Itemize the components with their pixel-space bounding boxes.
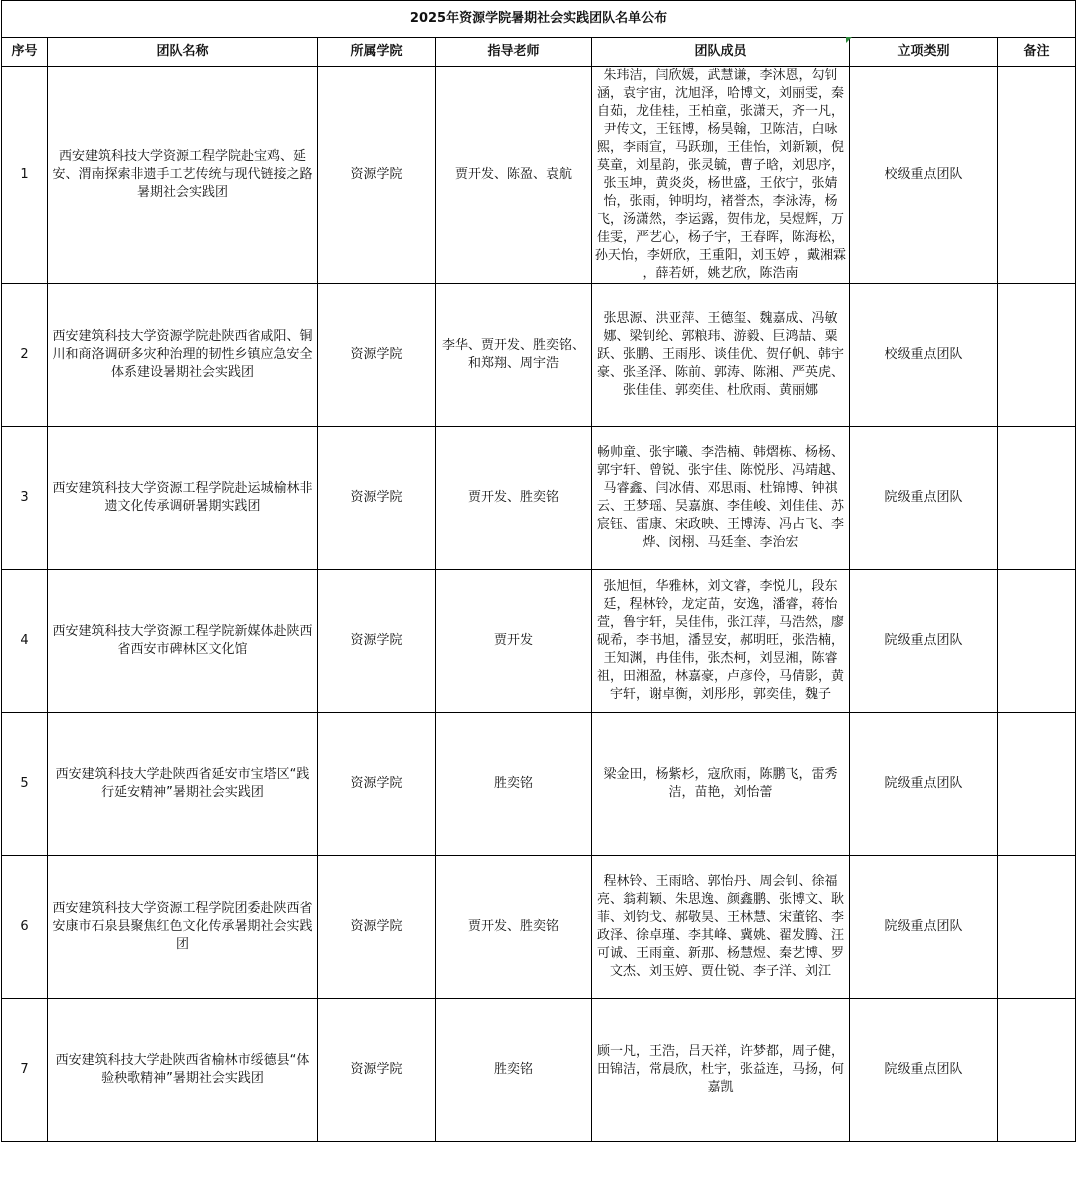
cell-remarks[interactable] (998, 856, 1076, 999)
cell-no[interactable]: 5 (2, 713, 48, 856)
cell-college[interactable]: 资源学院 (318, 570, 436, 713)
cell-members[interactable]: 梁金田，杨紫杉，寇欣雨，陈鹏飞，雷秀洁，苗艳，刘怡蕾 (592, 713, 850, 856)
cell-college[interactable]: 资源学院 (318, 427, 436, 570)
cell-members[interactable]: 张思源、洪亚萍、王德玺、魏嘉成、冯敏娜、梁钊纶、郭粮玮、游毅、巨鸿喆、粟跃、张鹏、王雨彤、谈佳优、贺仔帆、韩宇豪、张圣泽、陈前、郭涛、陈湘、严英虎、张佳佳、郭奕佳、杜欣雨、黄丽娜 (592, 284, 850, 427)
cell-college[interactable]: 资源学院 (318, 713, 436, 856)
cell-no[interactable]: 3 (2, 427, 48, 570)
cell-category[interactable]: 院级重点团队 (850, 856, 998, 999)
cell-advisors[interactable]: 胜奕铭 (436, 999, 592, 1142)
header-advisors[interactable]: 指导老师 (436, 38, 592, 67)
cell-remarks[interactable] (998, 427, 1076, 570)
cell-remarks[interactable] (998, 713, 1076, 856)
cell-remarks[interactable] (998, 999, 1076, 1142)
cell-members[interactable]: 张旭恒，华雅林，刘文睿，李悦儿，段东廷，程林铃，龙定苗，安逸，潘睿，蒋怡萱，鲁宇轩，吴佳伟，张江萍，马浩然，廖砚希，李书旭，潘昱安，郝明旺，张浩楠，王知渊，冉佳伟，张杰柯，刘昱湘，陈睿祖，田湘盈，林嘉豪，卢彦伶，马倩影，黄宇轩，谢卓衡，刘彤彤，郭奕佳，魏子 (592, 570, 850, 713)
header-category[interactable]: 立项类别 (850, 38, 998, 67)
table-row (2, 856, 1076, 999)
header-members[interactable]: 团队成员 (592, 38, 850, 67)
cell-members[interactable]: 顾一凡，王浩，吕天祥，许梦都，周子健，田锦洁，常晨欣，杜宇，张益连，马扬，何嘉凯 (592, 999, 850, 1142)
cell-team-name[interactable]: 西安建筑科技大学资源工程学院团委赴陕西省安康市石泉县聚焦红色文化传承暑期社会实践团 (48, 856, 318, 999)
cell-team-name[interactable]: 西安建筑科技大学资源工程学院赴运城榆林非遗文化传承调研暑期实践团 (48, 427, 318, 570)
header-no[interactable]: 序号 (2, 38, 48, 67)
header-college[interactable]: 所属学院 (318, 38, 436, 67)
header-remarks[interactable]: 备注 (998, 38, 1076, 67)
cell-no[interactable]: 2 (2, 284, 48, 427)
title-row (2, 1, 1076, 38)
table-row (2, 67, 1076, 284)
cell-remarks[interactable] (998, 284, 1076, 427)
table-row (2, 999, 1076, 1142)
cell-advisors[interactable]: 贾开发 (436, 570, 592, 713)
cell-category[interactable]: 院级重点团队 (850, 427, 998, 570)
header-row (2, 38, 1076, 67)
cell-college[interactable]: 资源学院 (318, 67, 436, 284)
table-row (2, 427, 1076, 570)
cell-no[interactable]: 6 (2, 856, 48, 999)
cell-advisors[interactable]: 贾开发、胜奕铭 (436, 856, 592, 999)
cell-advisors[interactable]: 贾开发、胜奕铭 (436, 427, 592, 570)
cell-team-name[interactable]: 西安建筑科技大学赴陕西省延安市宝塔区“践行延安精神”暑期社会实践团 (48, 713, 318, 856)
cell-members[interactable]: 程林铃、王雨晗、郭怡丹、周会钊、徐福亮、翁莉颖、朱思逸、颜鑫鹏、张博文、耿菲、刘钧戈、郝敬昊、王林慧、宋董铭、李政泽、徐卓瑾、李其峰、冀姚、翟发腾、汪可诚、王雨童、新那、杨慧煜、秦艺博、罗文杰、刘玉婷、贾仕锐、李子洋、刘江 (592, 856, 850, 999)
cell-advisors[interactable]: 贾开发、陈盈、袁航 (436, 67, 592, 284)
cell-remarks[interactable] (998, 570, 1076, 713)
header-team-name[interactable]: 团队名称 (48, 38, 318, 67)
cell-team-name[interactable]: 西安建筑科技大学资源学院赴陕西省咸阳、铜川和商洛调研多灾种治理的韧性乡镇应急安全体系建设暑期社会实践团 (48, 284, 318, 427)
cell-team-name[interactable]: 西安建筑科技大学资源工程学院新媒体赴陕西省西安市碑林区文化馆 (48, 570, 318, 713)
cell-team-name[interactable]: 西安建筑科技大学资源工程学院赴宝鸡、延安、渭南探索非遗手工艺传统与现代链接之路暑期社会实践团 (48, 67, 318, 284)
table-row (2, 713, 1076, 856)
cell-no[interactable]: 1 (2, 67, 48, 284)
cell-college[interactable]: 资源学院 (318, 284, 436, 427)
cell-no[interactable]: 7 (2, 999, 48, 1142)
cell-category[interactable]: 院级重点团队 (850, 713, 998, 856)
cell-category[interactable]: 校级重点团队 (850, 67, 998, 284)
table-row (2, 284, 1076, 427)
cell-remarks[interactable] (998, 67, 1076, 284)
cell-category[interactable]: 院级重点团队 (850, 999, 998, 1142)
cell-category[interactable]: 校级重点团队 (850, 284, 998, 427)
cell-college[interactable]: 资源学院 (318, 856, 436, 999)
team-list-table (1, 0, 1076, 1142)
comment-marker-icon (846, 37, 852, 43)
cell-advisors[interactable]: 李华、贾开发、胜奕铭、和郑翔、周宇浩 (436, 284, 592, 427)
cell-members[interactable]: 畅帅童、张宇曦、李浩楠、韩熠栋、杨杨、郭宇轩、曾锐、张宇佳、陈悦彤、冯靖越、马睿鑫、闫冰倩、邓思雨、杜锦博、钟祺云、王梦瑶、吴嘉旗、李佳峻、刘佳佳、苏宸钰、雷康、宋政映、王博涛、冯占飞、李烨、闵栩、马廷奎、李治宏 (592, 427, 850, 570)
cell-advisors[interactable]: 胜奕铭 (436, 713, 592, 856)
sheet-title[interactable]: 2025年资源学院暑期社会实践团队名单公布 (2, 1, 1076, 38)
cell-no[interactable]: 4 (2, 570, 48, 713)
cell-team-name[interactable]: 西安建筑科技大学赴陕西省榆林市绥德县“体验秧歌精神”暑期社会实践团 (48, 999, 318, 1142)
cell-category[interactable]: 院级重点团队 (850, 570, 998, 713)
table-row (2, 570, 1076, 713)
cell-members[interactable]: 朱玮洁，闫欣媛，武慧谦，李沐恩，勾钊涵，袁宇宙，沈旭泽，哈博文，刘丽雯，秦自茹，龙佳桂，王柏童，张潇天，齐一凡，尹传文，王钰博，杨昊翰，卫陈洁，白咏熙，李雨宣，马跃珈，王佳怡，刘新颖，倪莫童，刘星韵，张灵毓，曹子晗，刘思序，张玉坤，黄炎炎，杨世盛，王依宁，张婧怡，张雨，钟明均，褚誉杰，李泳涛，杨飞，汤潇然，李运露，贺伟龙，吴煜辉，万佳雯，严艺心，杨子宇，王春晖，陈海松，孙天怡，李妍欣，王重阳，刘玉婷 ，戴湘霖 ，薛若妍，姚艺欣，陈浩南 (592, 67, 850, 284)
cell-college[interactable]: 资源学院 (318, 999, 436, 1142)
